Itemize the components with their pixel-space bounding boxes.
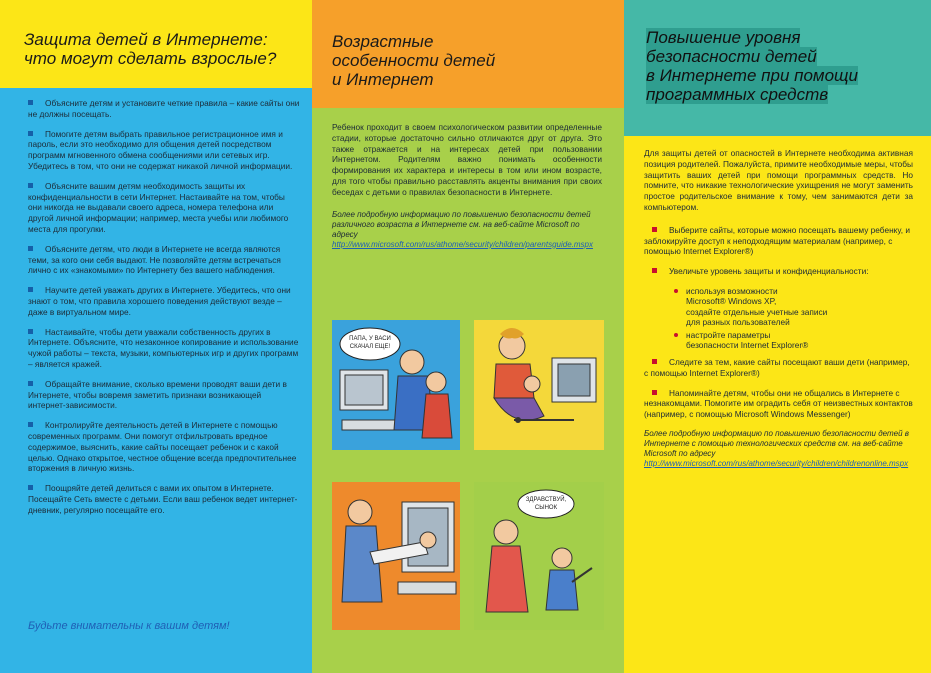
title-line: Повышение уровня <box>646 28 801 47</box>
square-bullet-icon <box>28 485 33 490</box>
list-item-text: Помогите детям выбрать правильное регистрационное имя и пароль, если это необходимо для общения детей посредством программ мгновенного обмена сообщениями или сетевых игр. Убедитесь в том, что они не содержат никакой личной информации. <box>28 128 293 171</box>
speech-bubble-text-2: СКАЧАЛ ЕЩЕ! <box>349 344 391 350</box>
panel-adults <box>0 0 312 673</box>
list-item <box>644 388 913 420</box>
sub-line: для разных пользователей <box>686 317 790 328</box>
square-bullet-icon <box>28 246 33 251</box>
square-bullet-icon <box>28 287 33 292</box>
list-item <box>28 379 300 411</box>
list-item <box>28 285 300 317</box>
panel-software <box>624 0 931 673</box>
list-item-text: Увеличьте уровень защиты и конфиденциальности: <box>669 266 869 277</box>
panel-adults-body <box>0 94 312 525</box>
square-bullet-icon <box>652 268 657 273</box>
age-paragraph: Ребенок проходит в своем психологическом развитии определенные стадии, которые достаточно сильно отличаются друг от друга. Это также отражается и на интересах детей при пользовании Интернетом. Родителям важно понимать особенности формирования их характера и интересы в том или ином возрасте, для того чтобы правильно расставлять акценты внимания при своих беседах с детьми о правилах безопасности в Интернете. <box>332 122 602 197</box>
list-item <box>28 129 300 172</box>
illustration-girl-computer <box>474 320 604 450</box>
list-item-text: Объясните детям, что люди в Интернете не всегда являются теми, за кого они себя выдают. Не позволяйте детям встречаться лично с их «знакомыми» по Интернету без вашего наблюдения. <box>28 243 281 276</box>
age-note-link[interactable]: http://www.microsoft.com/rus/athome/security/children/parentsguide.mspx <box>332 239 593 249</box>
list-item-text: Поощряйте детей делиться с вами их опытом в Интернете. Посещайте Сеть вместе с детьми. Если ваш ребенок ведет интернет-дневник, регулярно посещайте его. <box>28 483 298 515</box>
title-line: безопасности детей <box>646 47 817 66</box>
panel-software-header <box>624 0 931 136</box>
list-item-text: Контролируйте деятельность детей в Интернете с помощью современных программ. Они помогут отфильтровать вредное содержимое, выяснить, какие сайты посещает ребенок и с какой целью. Однако открытое, честное общение всегда предпочтительнее вторжения в личную жизнь. <box>28 420 297 474</box>
speech-bubble-text-3: ЗДРАВСТВУЙ, <box>525 497 567 503</box>
list-item-text: Обращайте внимание, сколько времени проводят ваши дети в Интернете, чтобы вовремя заметить признаки возникающей интернет-зависимости. <box>28 378 287 411</box>
square-bullet-icon <box>652 390 657 395</box>
list-item <box>644 266 913 277</box>
illustration-child-pulled <box>332 482 460 630</box>
list-item <box>28 244 300 276</box>
software-note <box>644 429 913 469</box>
list-item <box>28 327 300 370</box>
list-item <box>28 98 300 120</box>
panel-age-features <box>312 0 624 673</box>
square-bullet-icon <box>28 381 33 386</box>
closing-slogan: Будьте внимательны к вашим детям! <box>28 620 230 632</box>
list-item-text: Научите детей уважать других в Интернете. Убедитесь, что они знают о том, что правила хорошего поведения действуют везде – даже в виртуальном мире. <box>28 285 291 317</box>
list-item <box>28 181 300 235</box>
sub-line: создайте отдельные учетные записи <box>686 306 828 317</box>
sub-line: настройте параметры <box>686 329 771 340</box>
sub-list <box>674 286 913 351</box>
list-item <box>644 357 913 379</box>
square-bullet-icon <box>28 422 33 427</box>
list-item-text: Объясните вашим детям необходимость защиты их конфиденциальности в сети Интернет. Настаивайте на том, чтобы они никогда не выдавали своего адреса, номера телефона или другой личной информации; например, места учебы или любимого места для прогулки. <box>28 180 289 234</box>
square-bullet-icon <box>28 329 33 334</box>
round-bullet-icon <box>674 289 678 293</box>
square-bullet-icon <box>652 227 657 232</box>
panel-age-title: Возрастные особенности детей и Интернет <box>332 32 496 89</box>
sub-list-item <box>674 330 913 351</box>
panel-age-header <box>312 0 624 108</box>
panel-software-title <box>646 28 921 104</box>
panel-software-body <box>624 146 931 477</box>
square-bullet-icon <box>28 100 33 105</box>
speech-bubble-text-4: СЫНОК <box>534 505 558 511</box>
software-note-text: Более подробную информацию по повышению безопасности детей в Интернете с помощью технологических средств см. на веб-сайте Microsoft по адресу <box>644 428 909 458</box>
software-paragraph: Для защиты детей от опасностей в Интернете необходима активная позиция родителей. Пожалуйста, примите необходимые меры, чтобы защитить ваших детей при помощи программных средств. Но помните, что никакие технологические ухищрения не могут заменить простое родительское внимание к тому, чем занимаются дети за компьютером. <box>644 148 913 212</box>
panel-adults-header <box>0 0 312 88</box>
sub-line: используя возможности <box>686 285 778 296</box>
list-item <box>644 225 913 257</box>
list-item-text: Выберите сайты, которые можно посещать вашему ребенку, и заблокируйте доступ к неподходящим материалам (например, с помощью Internet Explorer®) <box>644 224 910 257</box>
illustration-father-son <box>332 320 460 450</box>
sub-list-item <box>674 286 913 328</box>
list-item-text: Напоминайте детям, чтобы они не общались в Интернете с незнакомцами. Помогите им оградить себя от неизвестных контактов (например, с помощью Microsoft Windows Messenger) <box>644 387 913 420</box>
list-item-text: Следите за тем, какие сайты посещают ваши дети (например, с помощью Internet Explorer®) <box>644 356 910 378</box>
sub-line: безопасности Internet Explorer® <box>686 340 809 351</box>
age-note <box>332 210 602 250</box>
round-bullet-icon <box>674 333 678 337</box>
list-item <box>28 483 300 515</box>
square-bullet-icon <box>28 183 33 188</box>
title-line: в Интернете при помощи <box>646 66 858 85</box>
list-item <box>28 420 300 474</box>
list-item-text: Настаивайте, чтобы дети уважали собственность других в Интернете. Объясните, что незаконное копирование и использование чужой работы – текста, музыки, компьютерных игр и других программ – является кражей. <box>28 326 299 369</box>
illustration-stranger <box>474 482 604 630</box>
software-note-link[interactable]: http://www.microsoft.com/rus/athome/security/children/childrenonline.mspx <box>644 458 909 468</box>
panel-adults-title: Защита детей в Интернете: что могут сделать взрослые? <box>24 30 277 68</box>
panel-age-body <box>312 120 624 258</box>
square-bullet-icon <box>652 359 657 364</box>
sub-line: Microsoft® Windows XP, <box>686 296 777 307</box>
title-line: программных средств <box>646 85 829 104</box>
speech-bubble-text: ПАПА, У ВАСИ <box>349 336 391 342</box>
list-item-text: Объясните детям и установите четкие правила – какие сайты они не должны посещать. <box>28 98 300 119</box>
square-bullet-icon <box>28 131 33 136</box>
age-note-text: Более подробную информацию по повышению безопасности детей различного возраста в Интернете см. на веб-сайте Microsoft по адресу <box>332 209 591 239</box>
